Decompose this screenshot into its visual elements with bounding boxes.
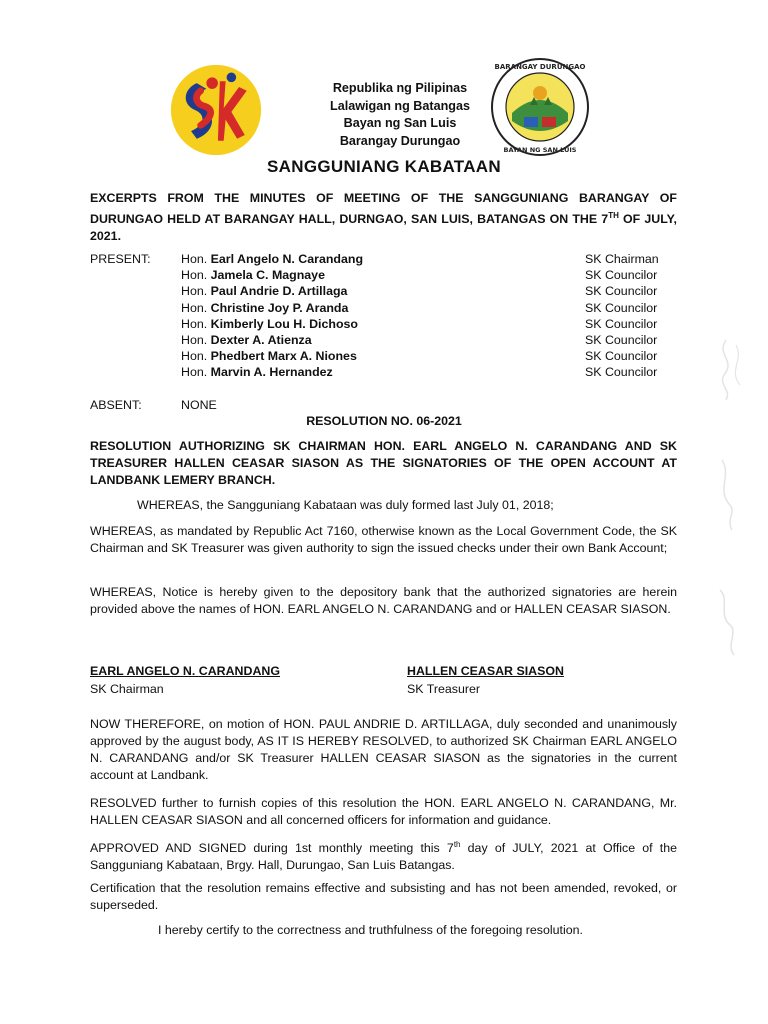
- document-title: SANGGUNIANG KABATAAN: [267, 157, 501, 176]
- barangay-seal: [490, 57, 590, 157]
- excerpt-pre: EXCERPTS FROM THE MINUTES OF MEETING OF THE SANGGUNIANG BARANGAY OF DURUNGAO HELD AT BARANGAY HALL, DURNGAO, SAN LUIS, BATANGAS ON THE 7: [90, 191, 677, 227]
- member-name-text: Phedbert Marx A. Niones: [210, 349, 357, 364]
- approved-sup: th: [453, 840, 461, 849]
- approved-paragraph: [90, 836, 677, 874]
- member-role: SK Councilor: [585, 268, 658, 283]
- member-name: [181, 332, 312, 349]
- member-honorific: Hon.: [181, 268, 208, 283]
- member-role: SK Councilor: [585, 316, 658, 331]
- member-honorific: Hon.: [181, 284, 208, 299]
- signatory-treasurer-name: HALLEN CEASAR SIASON: [407, 664, 564, 678]
- excerpt-post: OF JULY, 2021.: [90, 212, 677, 244]
- member-name: [181, 316, 358, 333]
- member-name: [181, 300, 348, 317]
- member-honorific: Hon.: [181, 316, 208, 331]
- member-honorific: Hon.: [181, 333, 208, 347]
- present-label: PRESENT:: [90, 252, 151, 266]
- header-barangay: Barangay Durungao: [339, 133, 461, 148]
- letterhead: [300, 80, 500, 150]
- resolved-further-paragraph: RESOLVED further to furnish copies of this resolution the HON. EARL ANGELO N. CARANDANG, Mr. HALLEN CEASAR SIASON and all concerned officers for information and guidance.: [90, 796, 677, 827]
- member-role: SK Councilor: [585, 349, 658, 364]
- certification-paragraph: Certification that the resolution remains effective and subsisting and has not been amended, revoked, or superseded.: [90, 881, 677, 912]
- header-municipality: Bayan ng San Luis: [343, 116, 457, 130]
- excerpt-sup: TH: [608, 211, 619, 220]
- member-role: SK Councilor: [585, 300, 658, 315]
- member-role: SK Councilor: [585, 284, 658, 299]
- member-name-text: Marvin A. Hernandez: [210, 365, 333, 380]
- member-name: [181, 364, 333, 381]
- seal-text-top: BARANGAY DURUNGAO: [494, 63, 586, 71]
- whereas-1: WHEREAS, the Sangguniang Kabataan was duly formed last July 01, 2018;: [137, 498, 554, 512]
- member-honorific: Hon.: [181, 349, 208, 364]
- member-role: SK Councilor: [585, 333, 658, 347]
- resolution-number: RESOLUTION NO. 06-2021: [306, 414, 462, 428]
- approved-pre: APPROVED AND SIGNED during 1st monthly meeting this 7: [90, 841, 454, 856]
- seal-text-bottom: BAYAN NG SAN LUIS: [503, 146, 577, 154]
- member-name: [181, 251, 363, 268]
- member-name-text: Earl Angelo N. Carandang: [210, 252, 364, 266]
- member-name-text: Christine Joy P. Aranda: [210, 300, 349, 315]
- approved-post: day of JULY, 2021 at Office of the Sangguniang Kabataan, Brgy. Hall, Durungao, San Luis Batangas.: [90, 841, 677, 873]
- member-name-text: Dexter A. Atienza: [210, 333, 312, 347]
- certify-statement: I hereby certify to the correctness and truthfulness of the foregoing resolution.: [158, 923, 583, 937]
- member-name-text: Paul Andrie D. Artillaga: [210, 284, 348, 299]
- member-name: [181, 283, 347, 300]
- handwritten-marks: [696, 300, 768, 680]
- signatory-chairman-name: EARL ANGELO N. CARANDANG: [90, 664, 280, 678]
- member-name: [181, 348, 357, 365]
- whereas-2: WHEREAS, as mandated by Republic Act 7160, otherwise known as the Local Government Code, the SK Chairman and SK Treasurer was given authority to sign the issued checks under their own Bank Account;: [90, 524, 677, 555]
- member-honorific: Hon.: [181, 365, 208, 380]
- whereas-3: WHEREAS, Notice is hereby given to the depository bank that the authorized signatories are herein provided above the names of HON. EARL ANGELO N. CARANDANG and or HALLEN CEASAR SIASON.: [90, 585, 677, 616]
- member-role: SK Councilor: [585, 365, 658, 380]
- member-honorific: Hon.: [181, 252, 208, 266]
- member-role: SK Chairman: [585, 252, 659, 266]
- resolution-title: RESOLUTION AUTHORIZING SK CHAIRMAN HON. EARL ANGELO N. CARANDANG AND SK TREASURER HALLEN CEASAR SIASON AS THE SIGNATORIES OF THE OPEN ACCOUNT AT LANDBANK LEMERY BRANCH.: [90, 439, 677, 487]
- member-name-text: Kimberly Lou H. Dichoso: [210, 316, 358, 331]
- excerpt-paragraph: [90, 190, 677, 245]
- absent-value: NONE: [181, 398, 217, 412]
- header-province: Lalawigan ng Batangas: [330, 98, 470, 113]
- now-therefore-paragraph: NOW THEREFORE, on motion of HON. PAUL ANDRIE D. ARTILLAGA, duly seconded and unanimously approved by the august body, AS IT IS HEREBY RESOLVED, to authorized SK Chairman EARL ANGELO N. CARANDANG and/or SK Treasurer HALLEN CEASAR SIASON as the signatories in the current account at Landbank.: [90, 717, 677, 782]
- absent-label: ABSENT:: [90, 398, 142, 412]
- signatory-treasurer-title: SK Treasurer: [407, 682, 480, 696]
- member-honorific: Hon.: [181, 300, 208, 315]
- member-name: [181, 267, 325, 284]
- signatory-chairman-title: SK Chairman: [90, 682, 164, 696]
- member-name-text: Jamela C. Magnaye: [210, 268, 325, 283]
- header-country: Republika ng Pilipinas: [332, 81, 468, 95]
- sk-logo: [168, 62, 264, 158]
